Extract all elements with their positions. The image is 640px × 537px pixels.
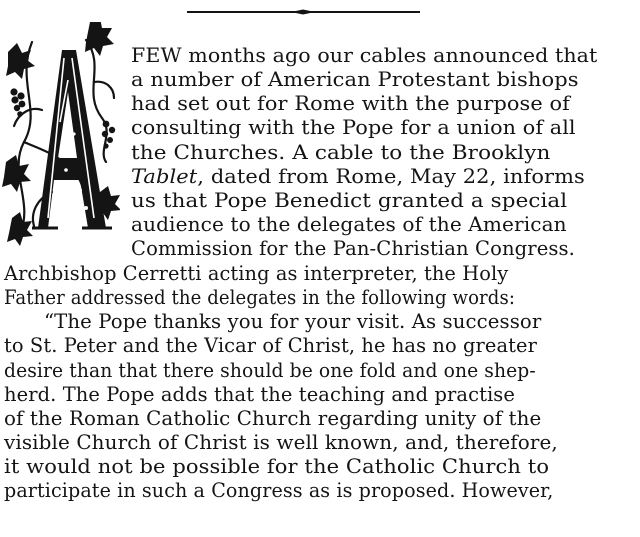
italic-title: Tablet (131, 164, 198, 188)
text-line: FEW months ago our cables announced that (131, 43, 598, 67)
text-line: visible Church of Christ is well known, and, therefore, (4, 430, 558, 454)
text-line: had set out for Rome with the purpose of (131, 91, 570, 115)
text-line: a number of American Protestant bishops (131, 67, 579, 91)
text-line: desire than that there should be one fold and one shep- (4, 358, 536, 382)
text-line: of the Roman Catholic Church regarding unity of the (4, 406, 542, 430)
ornamental-initial-letter (2, 22, 120, 250)
text-line: herd. The Pope adds that the teaching and practise (4, 382, 515, 406)
ornamental-rule (187, 9, 420, 15)
text-line: Commission for the Pan-Christian Congress. (131, 236, 575, 260)
text-line: Archbishop Cerretti acting as interpreter, the Holy (4, 261, 509, 285)
text-line: consulting with the Pope for a union of all (131, 115, 576, 139)
text-line: it would not be possible for the Catholic Church to (4, 454, 550, 478)
text-line: “The Pope thanks you for your visit. As successor (44, 309, 542, 333)
text-line: to St. Peter and the Vicar of Christ, he has no greater (4, 333, 537, 357)
text-line: Father addressed the delegates in the following words: (4, 285, 516, 309)
text-line: us that Pope Benedict granted a special (131, 188, 568, 212)
text-line: audience to the delegates of the American (131, 212, 567, 236)
text-line (131, 164, 585, 188)
text-line: participate in such a Congress as is proposed. However, (4, 478, 554, 502)
text-line: the Churches. A cable to the Brooklyn (131, 140, 551, 164)
text-fragment: , dated from Rome, May 22, informs (197, 164, 585, 188)
